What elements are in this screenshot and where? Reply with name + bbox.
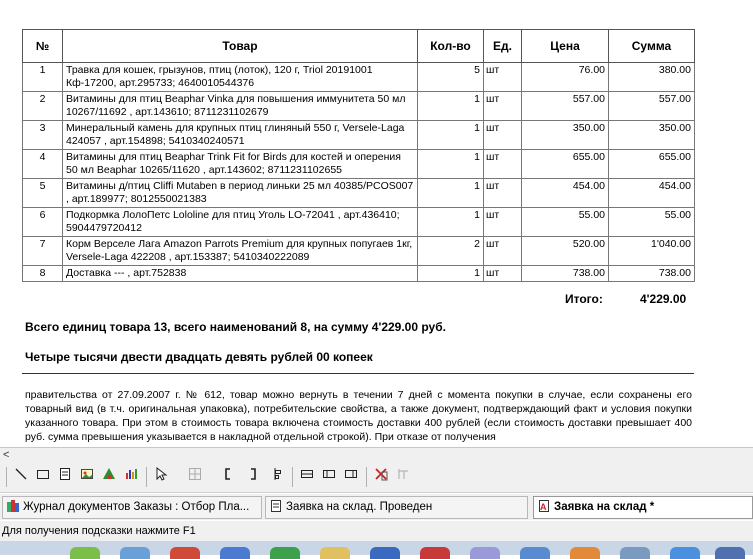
taskbar-app-icon[interactable] (420, 547, 450, 559)
cell-unit: шт (484, 179, 522, 208)
items-table (22, 29, 695, 282)
cell-item: Витамины для птиц Beaphar Vinka для повышения иммунитета 50 мл 10267/11692 , арт.143610; 8711231102679 (63, 92, 418, 121)
cell-qty: 2 (418, 237, 484, 266)
cell-qty: 1 (418, 266, 484, 282)
journal-icon (6, 499, 20, 513)
ole-object-icon[interactable] (99, 467, 119, 487)
status-bar (0, 521, 753, 541)
cell-sum: 454.00 (609, 179, 695, 208)
cell-sum: 1'040.00 (609, 237, 695, 266)
cell-unit: шт (484, 63, 522, 92)
cell-qty: 1 (418, 92, 484, 121)
toolbar-separator (292, 467, 293, 487)
cell-sum: 655.00 (609, 150, 695, 179)
cell-item: Травка для кошек, грызунов, птиц (лоток), 120 г, Triol 20191001 Кф-17200, арт.295733; 4640010544376 (63, 63, 418, 92)
col-header-qty: Кол-во (418, 30, 484, 63)
cell-unit: шт (484, 121, 522, 150)
table-header-row (23, 30, 695, 63)
cell-price: 350.00 (522, 121, 609, 150)
table-row (23, 92, 695, 121)
cell-price: 557.00 (522, 92, 609, 121)
cell-num: 4 (23, 150, 63, 179)
taskbar-app-icon[interactable] (70, 547, 100, 559)
window-tab-label: Журнал документов Заказы : Отбор Пла... (23, 501, 250, 513)
bracket-right-icon[interactable] (243, 467, 263, 487)
cell-unit: шт (484, 208, 522, 237)
cell-price: 55.00 (522, 208, 609, 237)
cell-num: 7 (23, 237, 63, 266)
rectangle-tool-icon[interactable] (33, 467, 53, 487)
cell-unit: шт (484, 92, 522, 121)
cell-qty: 1 (418, 208, 484, 237)
amount-in-words: Четыре тысячи двести двадцать девять рублей 00 копеек (25, 350, 373, 364)
col-header-price: Цена (522, 30, 609, 63)
table-rows-icon[interactable] (341, 467, 361, 487)
cell-price: 454.00 (522, 179, 609, 208)
taskbar-app-icon[interactable] (715, 547, 745, 559)
taskbar-app-icon[interactable] (120, 547, 150, 559)
col-header-sum: Сумма (609, 30, 695, 63)
window-tab-label: Заявка на склад * (554, 501, 655, 513)
table-row (23, 208, 695, 237)
divider (22, 373, 694, 374)
cell-num: 5 (23, 179, 63, 208)
window-tab-journal[interactable] (2, 496, 262, 519)
table-row (23, 179, 695, 208)
text-tool-icon[interactable] (55, 467, 75, 487)
align-tool-icon[interactable] (266, 467, 286, 487)
cut-section-icon[interactable] (371, 467, 391, 487)
taskbar-app-icon[interactable] (170, 547, 200, 559)
cell-item: Минеральный камень для крупных птиц глиняный 550 г, Versele-Laga 424057 , арт.154898; 5410340240571 (63, 121, 418, 150)
status-text: Для получения подсказки нажмите F1 (2, 525, 196, 537)
table-row (23, 121, 695, 150)
cell-price: 520.00 (522, 237, 609, 266)
cell-sum: 380.00 (609, 63, 695, 92)
cell-price: 655.00 (522, 150, 609, 179)
document-icon (269, 499, 283, 513)
cell-unit: шт (484, 237, 522, 266)
picture-tool-icon[interactable] (77, 467, 97, 487)
cell-sum: 738.00 (609, 266, 695, 282)
scroll-left-arrow[interactable]: < (3, 449, 10, 461)
table-row (23, 237, 695, 266)
cell-item: Корм Верселе Лага Amazon Parrots Premium для крупных попугаев 1кг, Versele-Laga 422208 , арт.153387; 5410340222089 (63, 237, 418, 266)
table-insert-icon[interactable] (297, 467, 317, 487)
cell-item: Подкормка ЛолоПетс Lololine для птиц Уголь LO-72041 , арт.436410; 5904479720412 (63, 208, 418, 237)
taskbar-app-icon[interactable] (670, 547, 700, 559)
cell-item: Доставка --- , арт.752838 (63, 266, 418, 282)
window-tab-label: Заявка на склад. Проведен (286, 501, 433, 513)
toolbar-separator (146, 467, 147, 487)
taskbar-app-icon[interactable] (370, 547, 400, 559)
col-header-num: № (23, 30, 63, 63)
cell-num: 6 (23, 208, 63, 237)
taskbar-app-icon[interactable] (320, 547, 350, 559)
chart-tool-icon[interactable] (121, 467, 141, 487)
svg-text:A: A (540, 502, 547, 512)
cell-num: 8 (23, 266, 63, 282)
drawing-toolbar (0, 462, 753, 493)
line-tool-icon[interactable] (11, 467, 31, 487)
cell-num: 3 (23, 121, 63, 150)
taskbar-app-icon[interactable] (470, 547, 500, 559)
cell-qty: 1 (418, 179, 484, 208)
taskbar-app-icon[interactable] (520, 547, 550, 559)
col-header-item: Товар (63, 30, 418, 63)
cell-sum: 55.00 (609, 208, 695, 237)
taskbar-app-icon[interactable] (620, 547, 650, 559)
horizontal-scrollbar[interactable] (0, 447, 753, 462)
summary-line: Всего единиц товара 13, всего наименований 8, на сумму 4'229.00 руб. (25, 320, 446, 334)
window-tab-request-posted[interactable] (265, 496, 528, 519)
toolbar-separator (6, 467, 7, 487)
cell-num: 1 (23, 63, 63, 92)
table-columns-icon[interactable] (319, 467, 339, 487)
total-value: 4'229.00 (640, 292, 687, 306)
pointer-icon[interactable] (151, 467, 171, 487)
window-tabs-bar (0, 494, 753, 520)
table-row (23, 150, 695, 179)
report-icon (537, 499, 551, 513)
cell-unit: шт (484, 266, 522, 282)
total-label: Итого: (565, 292, 603, 306)
cell-price: 76.00 (522, 63, 609, 92)
toolbar-separator (366, 467, 367, 487)
cell-qty: 1 (418, 150, 484, 179)
taskbar-app-icon[interactable] (220, 547, 250, 559)
cell-sum: 350.00 (609, 121, 695, 150)
cell-sum: 557.00 (609, 92, 695, 121)
cell-item: Витамины для птиц Beaphar Trink Fit for Birds для костей и оперения 50 мл Beaphar 10265/11620 , арт.143602; 8711231102655 (63, 150, 418, 179)
bracket-left-icon[interactable] (218, 467, 238, 487)
cell-qty: 5 (418, 63, 484, 92)
terms-text: правительства от 27.09.2007 г. № 612, товар можно вернуть в течении 7 дней с момента покупки в случае, если сохранены его товарный вид (в т.ч. оригинальная упаковка), потребительские свойства, а также документ, подтверждающий факт и условия покупки указанного товара. При этом в стоимость товара включена стоимость доставки 400 рублей (если стоимость доставки превышает 400 руб. сумма превышения указывается в накладной отдельной строкой). При отказе от получения (25, 389, 692, 443)
table-row (23, 266, 695, 282)
table-row (23, 63, 695, 92)
os-taskbar (0, 541, 753, 555)
taskbar-app-icon[interactable] (570, 547, 600, 559)
taskbar-app-icon[interactable] (270, 547, 300, 559)
col-header-unit: Ед. (484, 30, 522, 63)
window-tab-request-active[interactable] (533, 496, 753, 519)
cell-num: 2 (23, 92, 63, 121)
grid-disabled-icon[interactable] (185, 467, 205, 487)
cell-qty: 1 (418, 121, 484, 150)
cell-unit: шт (484, 150, 522, 179)
section-disabled-icon[interactable] (393, 467, 413, 487)
cell-price: 738.00 (522, 266, 609, 282)
cell-item: Витамины д/птиц Cliffi Mutaben в период линьки 25 мл 40385/PCOS007 , арт.189977; 8012550021383 (63, 179, 418, 208)
